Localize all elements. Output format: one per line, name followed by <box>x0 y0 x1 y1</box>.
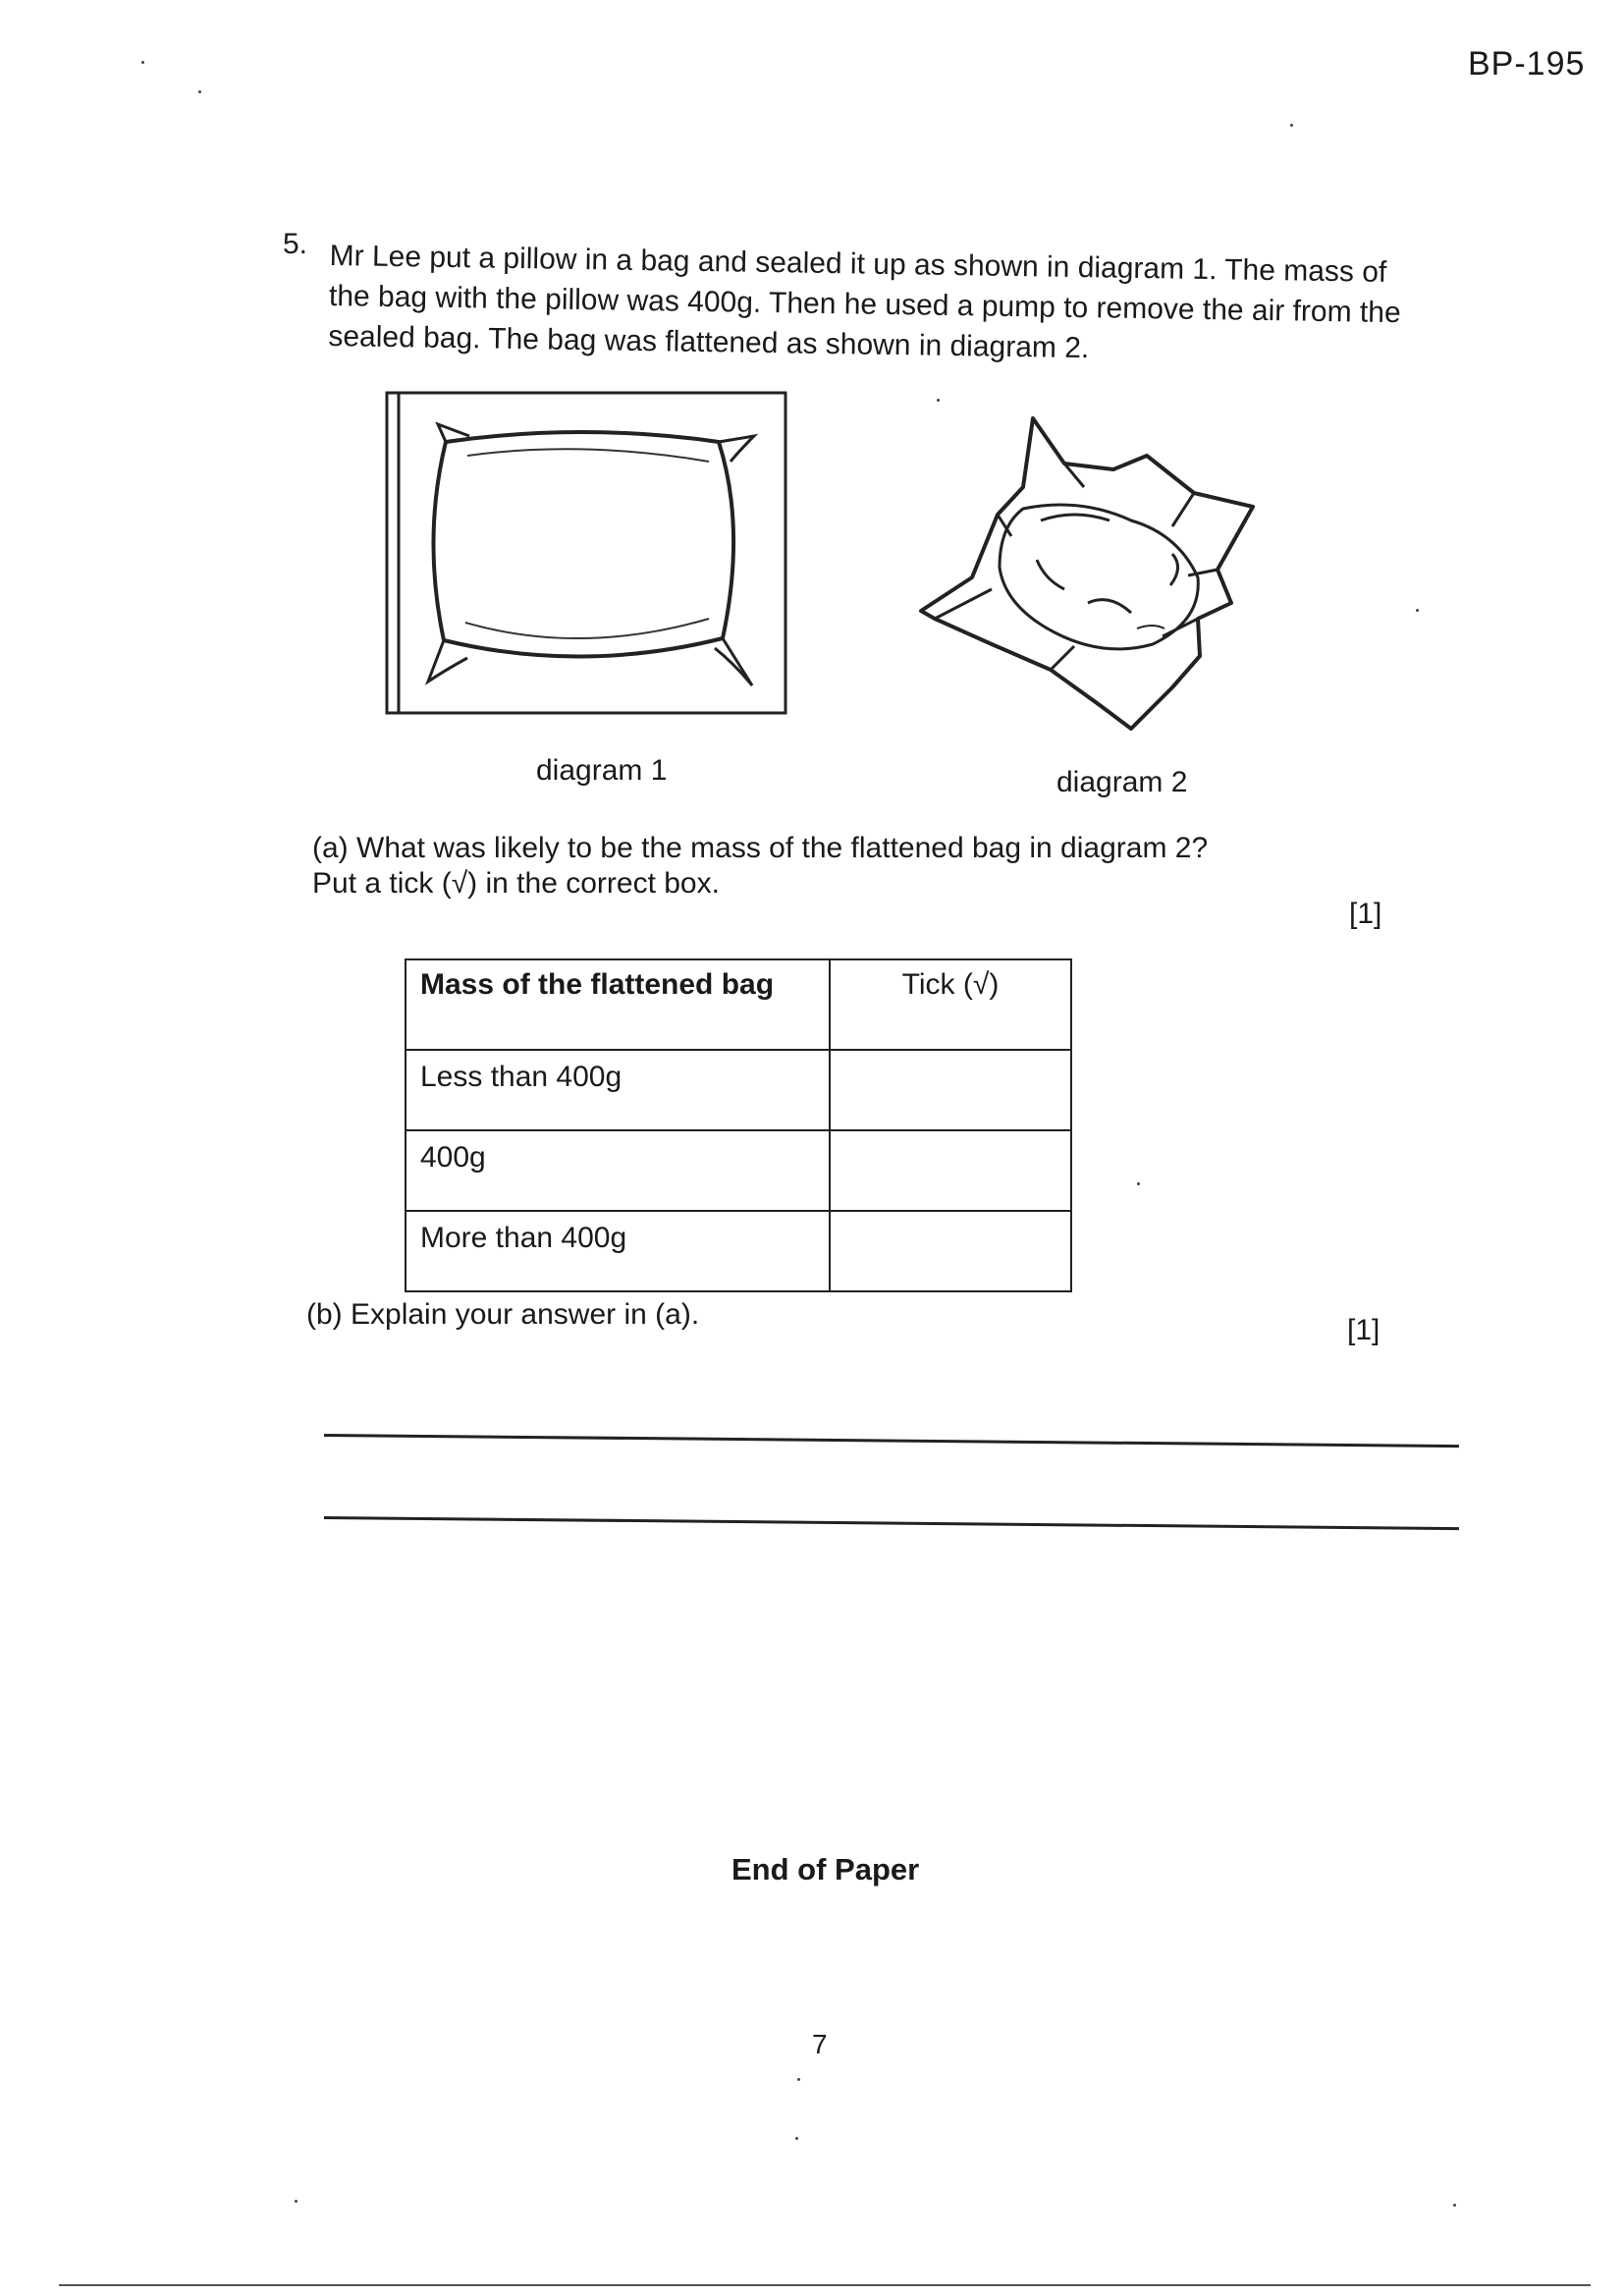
end-of-paper: End of Paper <box>731 1852 920 1886</box>
option-label: Less than 400g <box>406 1050 830 1130</box>
tick-box[interactable] <box>830 1211 1071 1291</box>
scan-speck <box>1137 1182 1140 1185</box>
question-number: 5. <box>283 228 308 260</box>
table-row <box>406 1211 1071 1291</box>
diagram-2-flattened-bag <box>907 410 1329 744</box>
header-mass: Mass of the flattened bag <box>406 959 830 1050</box>
answer-line[interactable] <box>324 1434 1459 1448</box>
answer-line[interactable] <box>324 1516 1459 1530</box>
part-a-marks: [1] <box>1349 898 1382 930</box>
table-row <box>406 1050 1071 1130</box>
diagram-1-caption: diagram 1 <box>536 754 668 787</box>
option-label: 400g <box>406 1130 830 1211</box>
scan-speck <box>295 2200 298 2203</box>
page-bottom-edge <box>59 2284 1591 2286</box>
scan-speck <box>1453 2204 1456 2207</box>
tick-box[interactable] <box>830 1130 1071 1211</box>
mass-options-table <box>405 958 1072 1292</box>
tick-box[interactable] <box>830 1050 1071 1130</box>
scan-speck <box>1290 124 1293 127</box>
table-row <box>406 1130 1071 1211</box>
table-header-row <box>406 959 1071 1050</box>
scan-speck <box>198 90 201 93</box>
part-a-line-1: (a) What was likely to be the mass of the flattened bag in diagram 2? <box>312 832 1209 864</box>
part-a-question <box>312 831 1294 902</box>
question-stem: Mr Lee put a pillow in a bag and sealed it up as shown in diagram 1. The mass of the bag with the pillow was 400g. Then he used a pump to remove the air from the sealed bag. The bag was flattened as shown in diagram 2. <box>328 239 1401 365</box>
scan-speck <box>795 2137 798 2140</box>
diagram-2-caption: diagram 2 <box>1056 766 1188 798</box>
paper-code: BP-195 <box>1468 45 1586 82</box>
scan-speck <box>937 399 940 402</box>
part-a-line-2: Put a tick (√) in the correct box. <box>312 867 720 900</box>
diagram-1-pillow-in-bag <box>385 391 797 721</box>
header-tick: Tick (√) <box>830 959 1071 1050</box>
part-b-marks: [1] <box>1347 1314 1380 1346</box>
page-number: 7 <box>812 2029 828 2059</box>
scan-speck <box>797 2078 800 2081</box>
option-label: More than 400g <box>406 1211 830 1291</box>
scan-speck <box>1416 609 1419 612</box>
part-b-question: (b) Explain your answer in (a). <box>306 1298 700 1331</box>
scan-speck <box>141 61 144 64</box>
